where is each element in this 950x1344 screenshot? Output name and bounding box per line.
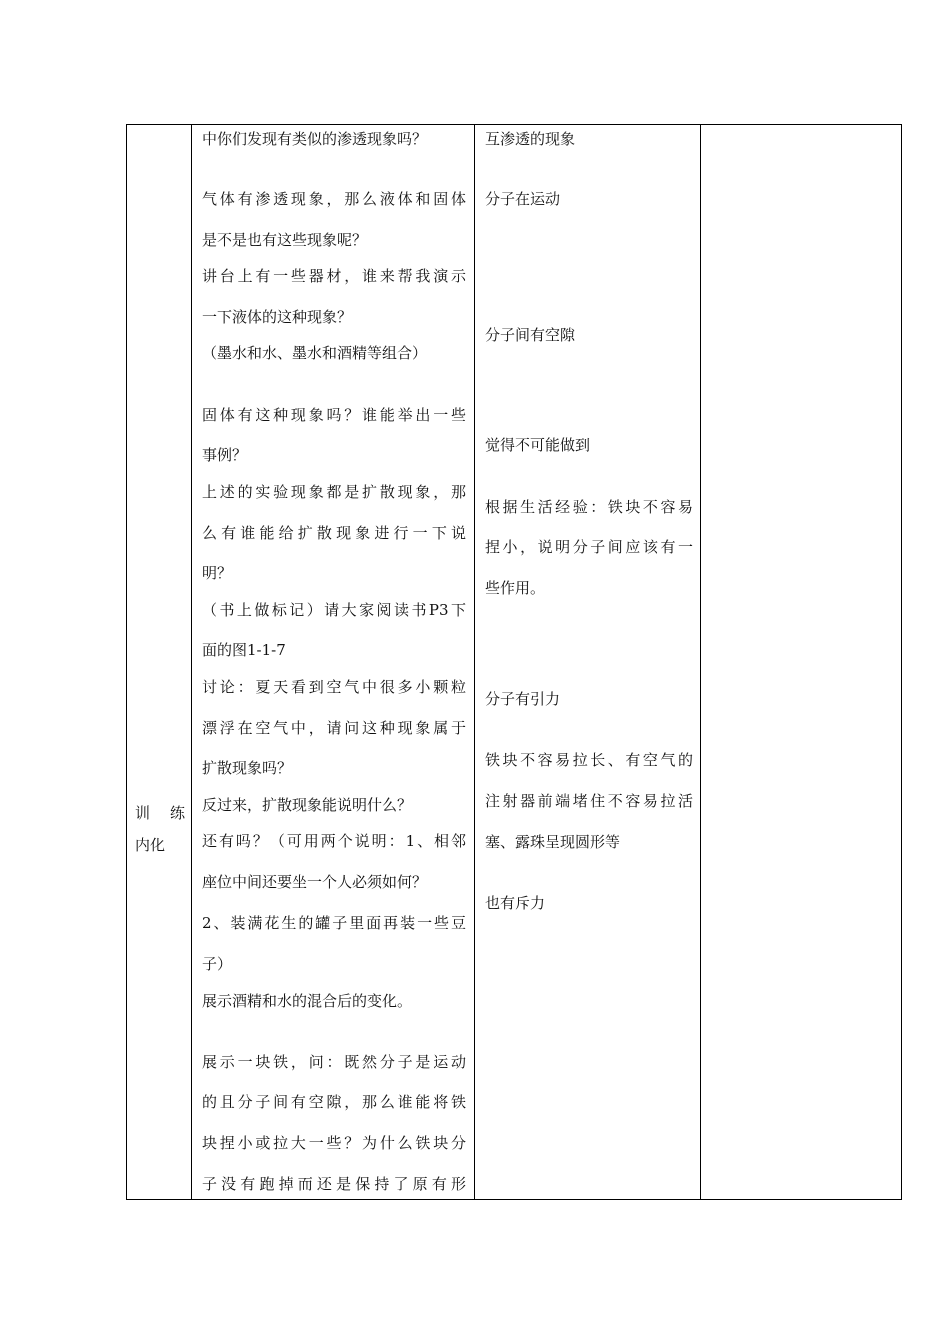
stage-label (135, 797, 185, 861)
teacher-line: 面的图1-1-7 (202, 641, 286, 659)
teacher-line: 子） (202, 955, 233, 973)
teacher-activity-column (192, 125, 475, 1199)
stage-label-line-2: 内化 (135, 836, 166, 854)
teacher-line: 上述的实验现象都是扩散现象，那 (202, 483, 466, 501)
teacher-line: 事例？ (202, 446, 248, 464)
teacher-line: 反过来，扩散现象能说明什么？ (202, 796, 413, 814)
student-line: 捏小，说明分子间应该有一 (485, 538, 693, 556)
teacher-line: 一下液体的这种现象？ (202, 308, 353, 326)
stage-column (127, 125, 192, 1199)
student-line: 也有斥力 (485, 894, 546, 912)
teacher-line: 讲台上有一些器材，谁来帮我演示 (202, 267, 466, 285)
student-line: 觉得不可能做到 (485, 436, 591, 454)
student-line: 互渗透的现象 (485, 130, 576, 148)
student-line: 分子在运动 (485, 190, 561, 208)
teacher-line: 明？ (202, 564, 233, 582)
notes-column (701, 125, 901, 1199)
teacher-line: 固体有这种现象吗？谁能举出一些 (202, 406, 466, 424)
student-line: 根据生活经验：铁块不容易 (485, 498, 693, 516)
teacher-line: （墨水和水、墨水和酒精等组合） (202, 344, 428, 362)
teacher-line: 子没有跑掉而还是保持了原有形 (202, 1175, 466, 1193)
teacher-line: （书上做标记）请大家阅读书P3下 (202, 601, 466, 619)
student-line: 塞、露珠呈现圆形等 (485, 833, 621, 851)
teacher-line: 块捏小或拉大一些？为什么铁块分 (202, 1134, 466, 1152)
teacher-line: 气体有渗透现象，那么液体和固体 (202, 190, 466, 208)
teacher-line: 漂浮在空气中，请问这种现象属于 (202, 719, 466, 737)
teacher-line: 么有谁能给扩散现象进行一下说 (202, 524, 466, 542)
teacher-line: 2、装满花生的罐子里面再装一些豆 (202, 914, 466, 932)
teacher-line: 还有吗？（可用两个说明：1、相邻 (202, 832, 466, 850)
teacher-line: 的且分子间有空隙，那么谁能将铁 (202, 1093, 466, 1111)
student-line: 铁块不容易拉长、有空气的 (485, 751, 693, 769)
student-activity-column (475, 125, 701, 1199)
teacher-line: 座位中间还要坐一个人必须如何？ (202, 873, 428, 891)
student-line: 分子有引力 (485, 690, 561, 708)
teacher-line: 扩散现象吗？ (202, 759, 293, 777)
teacher-line: 讨论：夏天看到空气中很多小颗粒 (202, 678, 466, 696)
teacher-line: 中你们发现有类似的渗透现象吗？ (202, 130, 428, 148)
teacher-line: 是不是也有这些现象呢？ (202, 231, 368, 249)
lesson-plan-table (126, 124, 902, 1200)
stage-label-line-1: 训 练 (135, 804, 185, 822)
teacher-line: 展示一块铁，问：既然分子是运动 (202, 1053, 466, 1071)
student-line: 分子间有空隙 (485, 326, 576, 344)
student-line: 注射器前端堵住不容易拉活 (485, 792, 693, 810)
teacher-line: 展示酒精和水的混合后的变化。 (202, 992, 413, 1010)
student-line: 些作用。 (485, 579, 546, 597)
